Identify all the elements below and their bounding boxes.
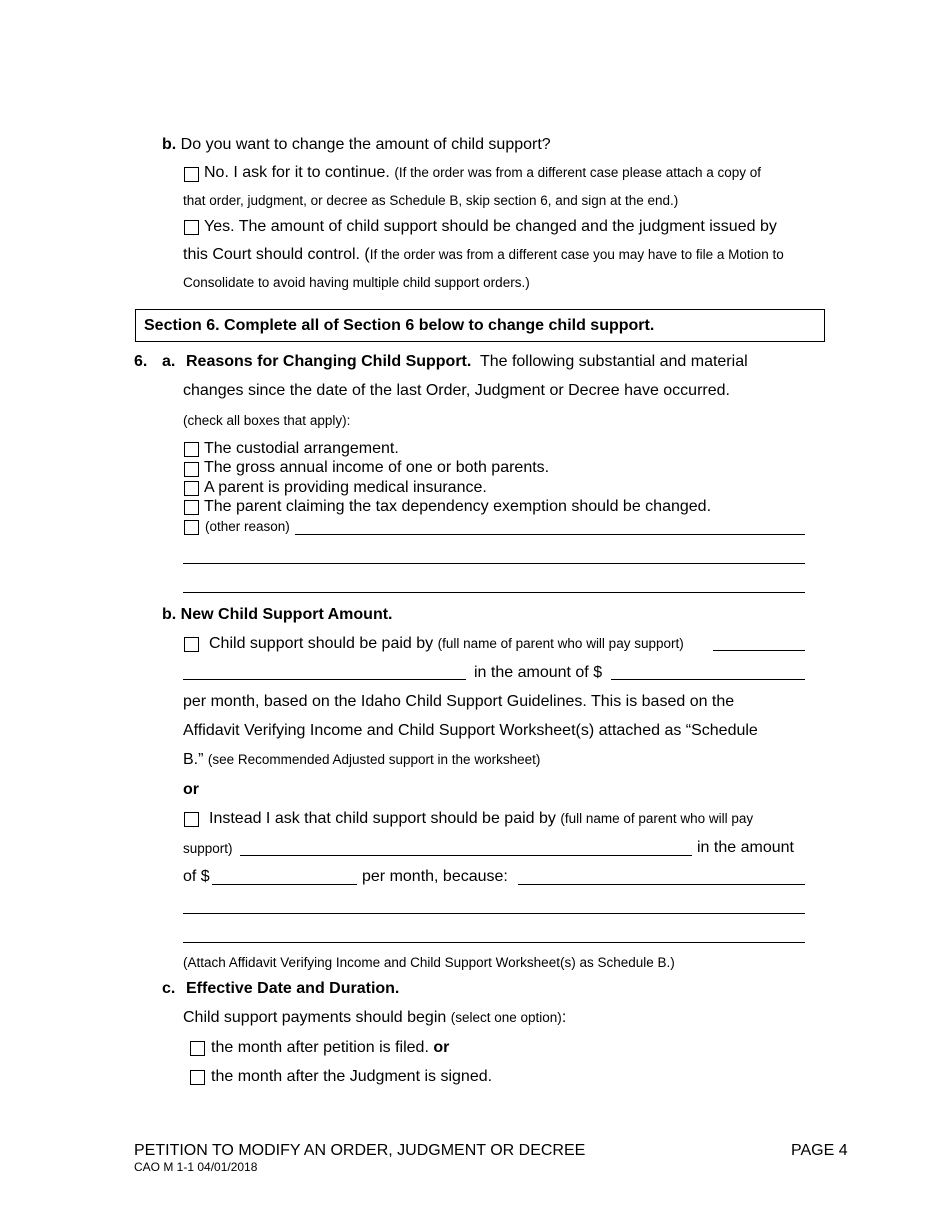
paid-by-label: Child support should be paid by <box>209 635 434 652</box>
begin-label: Child support payments should begin <box>183 1009 447 1026</box>
yes-label-2: this Court should control. ( <box>183 246 370 263</box>
instead-checkbox[interactable] <box>184 812 199 827</box>
section6a-note: (check all boxes that apply): <box>183 413 351 428</box>
paid-by-note: (full name of parent who will pay support) <box>437 636 684 651</box>
instead-amount-line[interactable] <box>212 884 357 885</box>
reason-label-custodial: The custodial arrangement. <box>204 440 399 457</box>
section6a-line-1 <box>186 353 748 371</box>
petition-filed-option <box>211 1039 449 1057</box>
paid-by-line <box>209 635 684 653</box>
instead-note-1: (full name of parent who will pay <box>560 811 754 826</box>
section6b-text-3: B.” <box>183 751 204 768</box>
petition-filed-checkbox[interactable] <box>190 1041 205 1056</box>
no-note-1: (If the order was from a different case please attach a copy of <box>394 165 762 180</box>
question-b-letter: b. <box>162 136 177 153</box>
section6c-heading: Effective Date and Duration. <box>186 980 400 997</box>
reason-label-other: (other reason) <box>205 519 290 534</box>
because-line[interactable] <box>518 884 805 885</box>
payer-name-line-2[interactable] <box>183 679 466 680</box>
instead-label: Instead I ask that child support should be paid by <box>209 810 556 827</box>
reason-checkbox-income[interactable] <box>184 462 199 477</box>
reason-checkbox-other[interactable] <box>184 520 199 535</box>
yes-label-1: Yes. The amount of child support should be changed and the judgment issued by <box>204 218 777 235</box>
question-b <box>162 136 551 154</box>
yes-note-3: Consolidate to avoid having multiple child support orders.) <box>183 275 530 290</box>
yes-note-2: If the order was from a different case you may have to file a Motion to <box>369 247 784 262</box>
or-label: or <box>183 781 199 798</box>
footer-code: CAO M 1-1 04/01/2018 <box>134 1160 258 1174</box>
begin-line <box>183 1009 566 1027</box>
section6b-text-2: Affidavit Verifying Income and Child Support Worksheet(s) attached as “Schedule <box>183 722 758 739</box>
because-line-3[interactable] <box>183 942 805 943</box>
section6a-text-2: changes since the date of the last Order, Judgment or Decree have occurred. <box>183 382 730 399</box>
section6b-text-1: per month, based on the Idaho Child Support Guidelines. This is based on the <box>183 693 735 710</box>
other-reason-line-2[interactable] <box>183 563 805 564</box>
instead-line <box>209 810 753 828</box>
amount-line[interactable] <box>611 679 805 680</box>
paid-by-checkbox[interactable] <box>184 637 199 652</box>
section6c-letter: c. <box>162 980 176 997</box>
other-reason-line-3[interactable] <box>183 592 805 593</box>
yes-checkbox[interactable] <box>184 220 199 235</box>
no-option <box>204 164 761 182</box>
attach-note: (Attach Affidavit Verifying Income and Child Support Worksheet(s) as Schedule B.) <box>183 955 675 970</box>
section6a-text-1: The following substantial and material <box>479 353 748 370</box>
payer-name-line[interactable] <box>713 650 805 651</box>
no-checkbox[interactable] <box>184 167 199 182</box>
because-line-2[interactable] <box>183 913 805 914</box>
instead-payer-line[interactable] <box>240 855 692 856</box>
in-the-amount-label: in the amount <box>697 839 794 856</box>
begin-colon: : <box>561 1009 567 1026</box>
section6a-heading: Reasons for Changing Child Support. <box>186 353 472 370</box>
judgment-signed-label: the month after the Judgment is signed. <box>211 1068 493 1085</box>
petition-filed-label: the month after petition is filed. <box>211 1039 429 1056</box>
section6b-text-3-note: (see Recommended Adjusted support in the worksheet) <box>207 752 541 767</box>
section6b-line-3 <box>183 751 540 769</box>
footer-title: PETITION TO MODIFY AN ORDER, JUDGMENT OR DECREE <box>134 1142 586 1159</box>
question-b-text: Do you want to change the amount of child support? <box>180 136 551 153</box>
reason-label-tax: The parent claiming the tax dependency exemption should be changed. <box>204 498 712 515</box>
per-month-because-label: per month, because: <box>362 868 508 885</box>
instead-note-2: support) <box>183 841 233 856</box>
reason-label-income: The gross annual income of one or both parents. <box>204 459 550 476</box>
reason-checkbox-custodial[interactable] <box>184 442 199 457</box>
no-label: No. I ask for it to continue. <box>204 164 390 181</box>
no-note-2: that order, judgment, or decree as Schedule B, skip section 6, and sign at the end.) <box>183 193 679 208</box>
reason-checkbox-tax[interactable] <box>184 500 199 515</box>
begin-note: (select one option) <box>450 1010 562 1025</box>
reason-checkbox-insurance[interactable] <box>184 481 199 496</box>
section6-number: 6. <box>134 353 148 370</box>
of-dollar-label: of $ <box>183 868 210 885</box>
amount-label: in the amount of $ <box>474 664 603 681</box>
other-reason-line[interactable] <box>295 534 805 535</box>
footer-page: PAGE 4 <box>791 1142 848 1159</box>
yes-line-2 <box>183 246 784 264</box>
reason-label-insurance: A parent is providing medical insurance. <box>204 479 487 496</box>
section6-box-title: Section 6. Complete all of Section 6 below to change child support. <box>144 317 655 334</box>
petition-filed-or: or <box>433 1039 450 1056</box>
judgment-signed-checkbox[interactable] <box>190 1070 205 1085</box>
section6b-heading: b. New Child Support Amount. <box>162 606 393 623</box>
section6a-letter: a. <box>162 353 176 370</box>
